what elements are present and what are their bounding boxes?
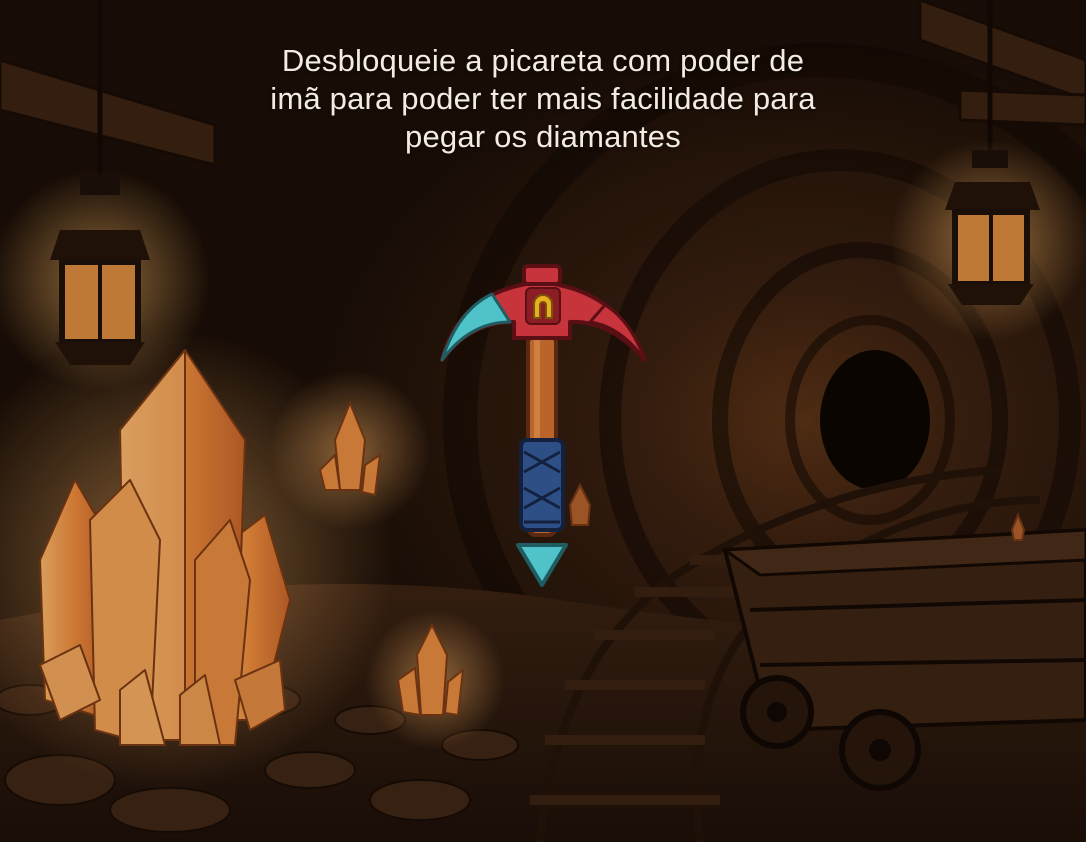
message-line-2: imã para poder ter mais facilidade para [270, 81, 816, 116]
message-line-1: Desbloqueie a picareta com poder de [281, 43, 805, 78]
handle-tip [518, 545, 566, 585]
unlock-message [193, 42, 893, 156]
grip-wrap [521, 440, 563, 530]
message-line-3: pegar os diamantes [405, 119, 681, 154]
magnet-icon [526, 288, 560, 324]
magnet-pickaxe[interactable] [430, 260, 655, 595]
